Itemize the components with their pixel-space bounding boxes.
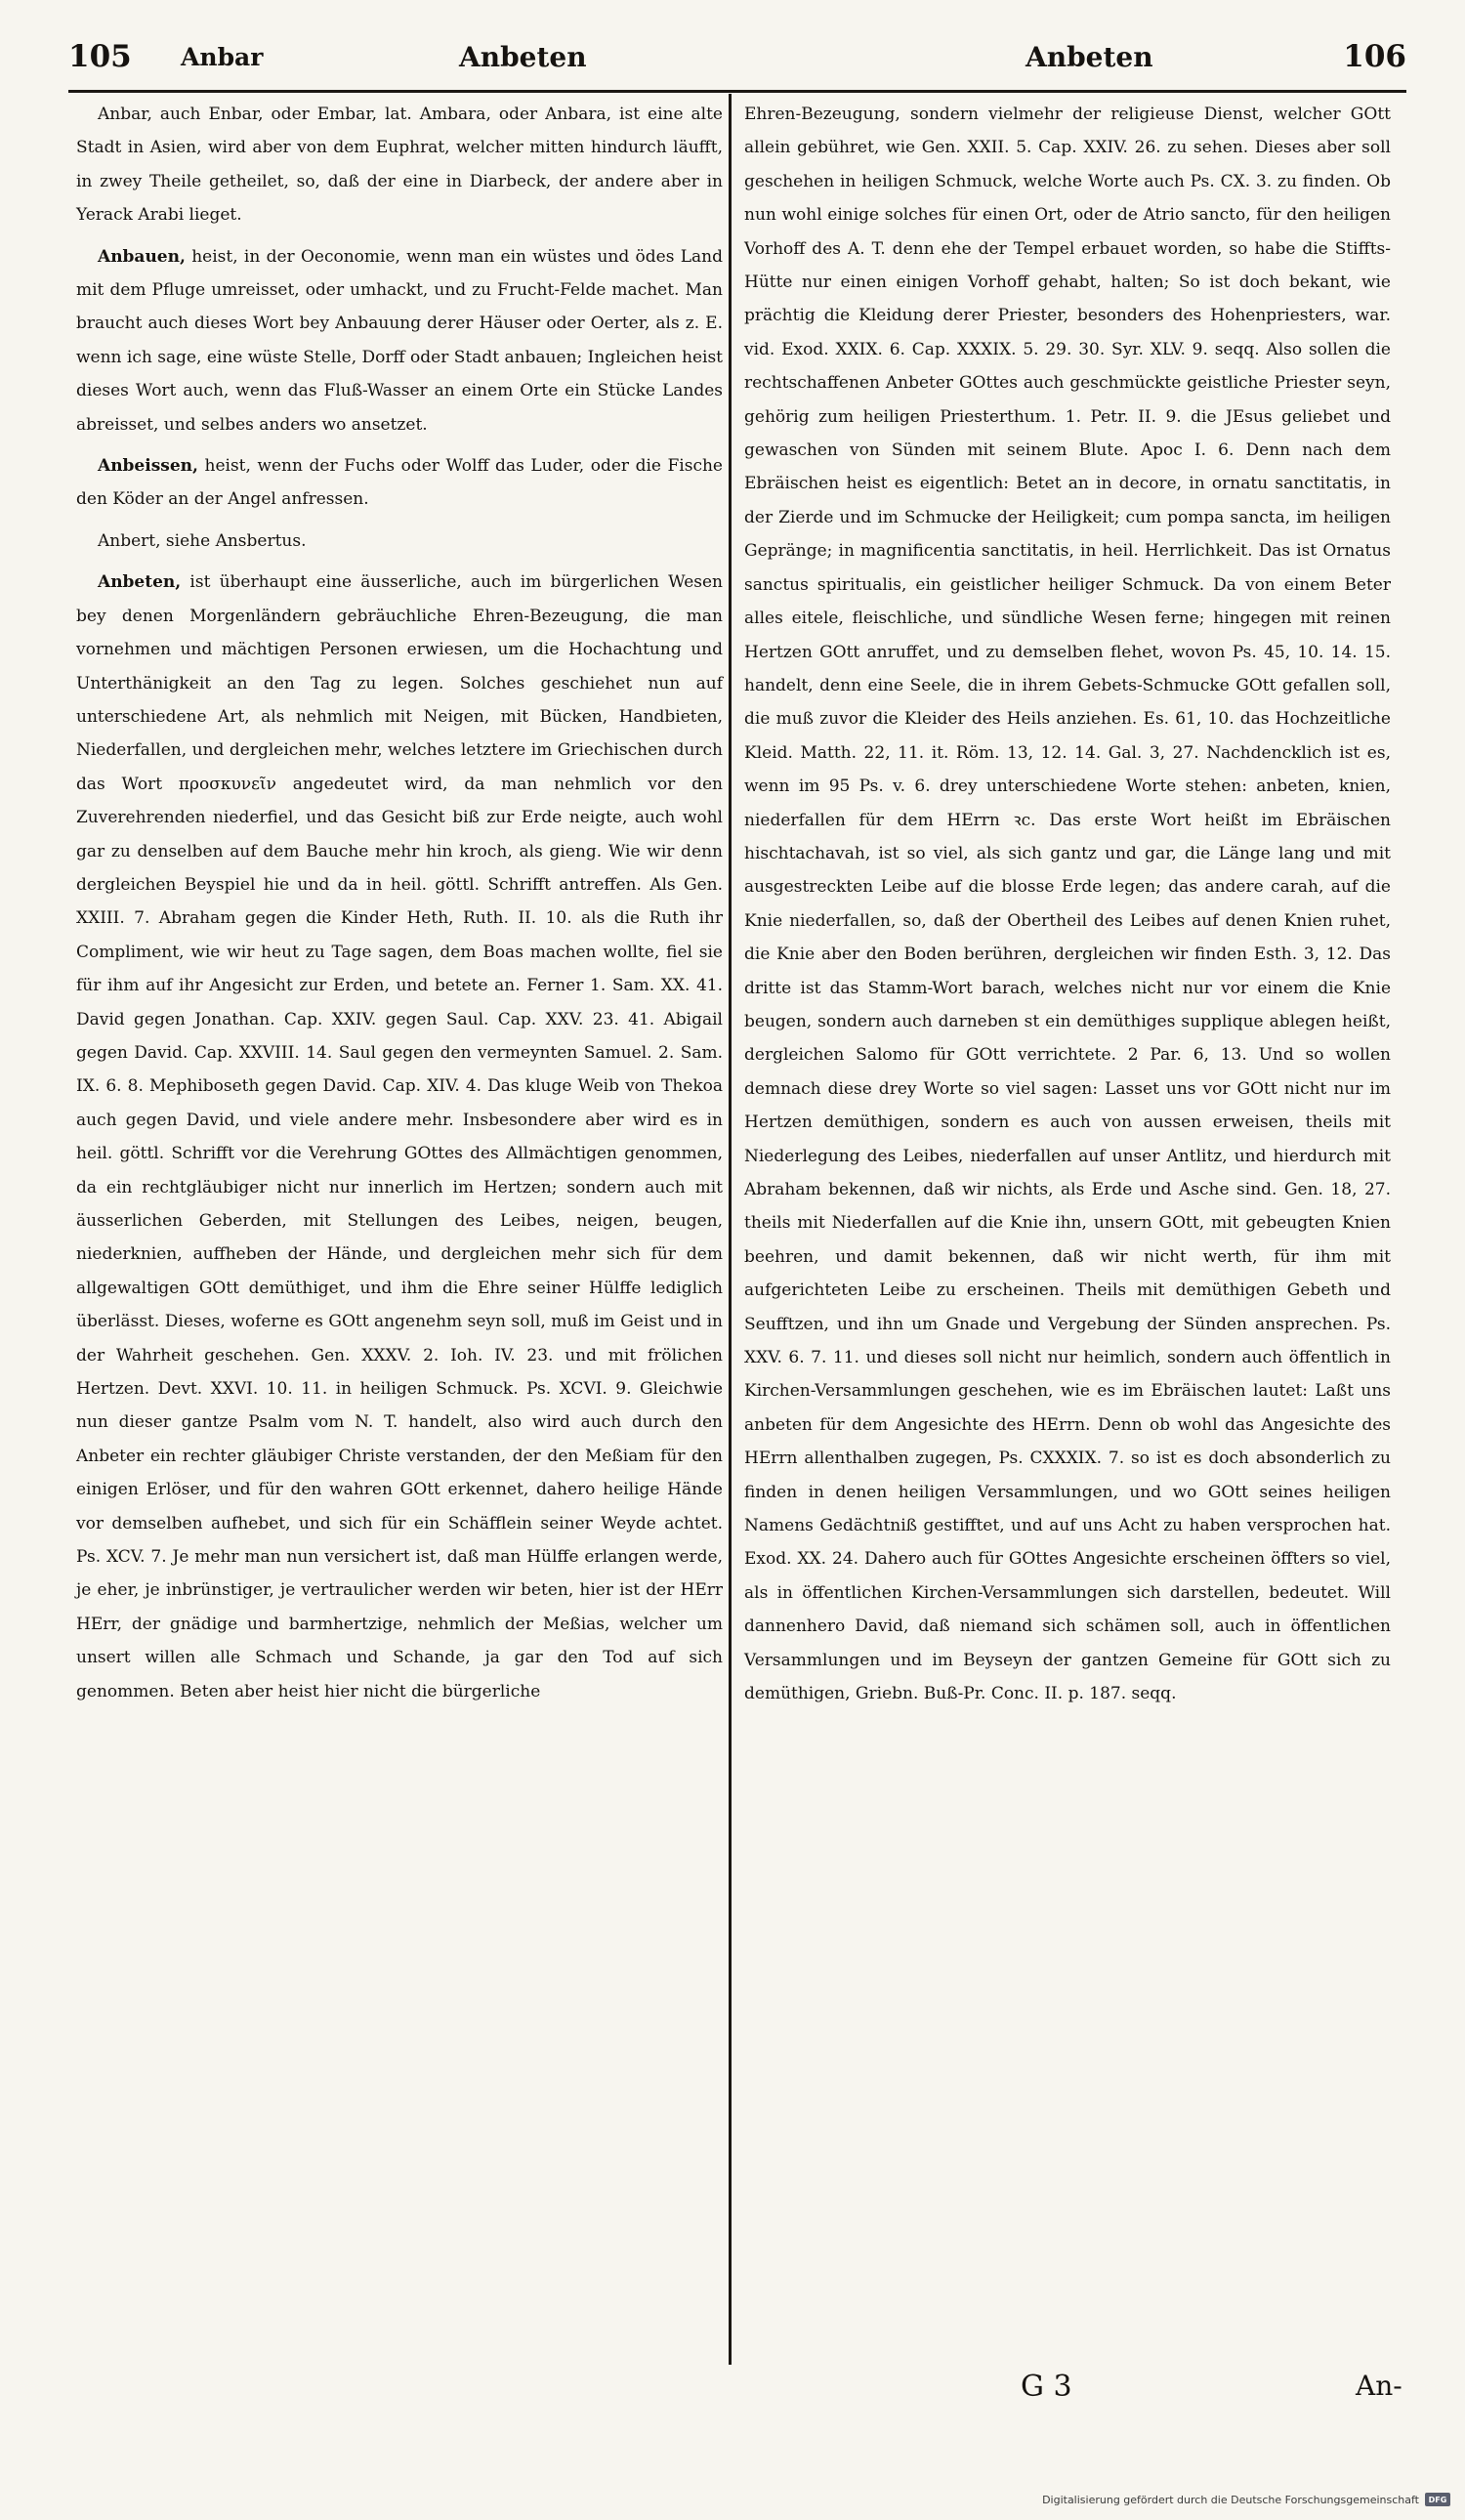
header-rule — [68, 90, 1406, 93]
abbrev-left: Anbar — [181, 43, 264, 71]
running-head — [68, 39, 1406, 84]
entry-headword: Anbeten, — [98, 572, 182, 593]
entry-headword: Anbeissen, — [98, 456, 198, 477]
keyword-right: Anbeten — [1026, 41, 1153, 73]
catchword: An- — [1356, 2370, 1402, 2402]
entry-text: ist überhaupt eine äusserliche, auch im bürgerlichen Wesen bey denen Morgenländern gebräuchliche Ehren-Bezeugung, die man vornehmen und mächtigen Personen erwiesen, um die Hochachtung und Unterthänigkeit an den Tag zu legen. Solches geschiehet nun auf unterschiedene Art, als nehmlich mit Neigen, mit Bücken, Handbieten, Niederfallen, und dergleichen mehr, welches letztere im Griechischen durch das Wort προσκυνεῖν angedeutet wird, da man nehmlich vor den Zuverehrenden niederfiel, und das Gesicht biß zur Erde neigte, auch wohl gar zu denselben auf dem Bauche mehr hin kroch, als gieng. Wie wir denn dergleichen Beyspiel hie und da in heil. göttl. Schrifft antreffen. Als Gen. XXIII. 7. Abraham gegen die Kinder Heth, Ruth. II. 10. als die Ruth ihr Compliment, wie wir heut zu Tage sagen, dem Boas machen wollte, fiel sie für ihm auf ihr Angesicht zur Erden, und betete an. Ferner 1. Sam. XX. 41. David gegen Jonathan. Cap. XXIV. gegen Saul. Cap. XXV. 23. 41. Abigail gegen David. Cap. XXVIII. 14. Saul gegen den vermeynten Samuel. 2. Sam. IX. 6. 8. Mephiboseth gegen David. Cap. XIV. 4. Das kluge Weib von Thekoa auch gegen David, und viele andere mehr. Insbesondere aber wird es in heil. göttl. Schrifft vor die Verehrung GOttes des Allmächtigen genommen, da ein rechtgläubiger nicht nur innerlich im Hertzen; sondern auch mit äusserlichen Geberden, mit Stellungen des Leibes, neigen, beugen, niederknien, auffheben der Hände, und dergleichen mehr sich für dem allgewaltigen GOtt demüthiget, und ihm die Ehre seiner Hülffe lediglich überlässt. Dieses, woferne es GOtt angenehm seyn soll, muß im Geist und in der Wahrheit geschehen. Gen. XXXV. 2. Ioh. IV. 23. und mit frölichen Hertzen. Devt. XXVI. 10. 11. in heiligen Schmuck. Ps. XCVI. 9. Gleichwie nun dieser gantze Psalm vom N. T. handelt, also wird auch durch den Anbeter ein rechter gläubiger Christe verstanden, der den Meßiam für den einigen Erlöser, und für den wahren GOtt erkennet, dahero heilige Hände vor demselben aufhebet, und sich für ein Schäfflein seiner Weyde achtet. Ps. XCV. 7. Je mehr man nun versichert ist, daß man Hülffe erlangen werde, je eher, je inbrünstiger, je vertraulicher werden wir beten, hier ist der HErr HErr, der gnädige und barmhertzige, nehmlich der Meßias, welcher um unsert willen alle Schmach und Schande, ja gar den Tod auf sich genommen. Beten aber heist hier nicht die bürgerliche — [76, 572, 723, 1701]
entry-anbeten — [76, 566, 723, 1708]
entry-text: heist, in der Oeconomie, wenn man ein wüstes und ödes Land mit dem Pfluge umreisset, oder umhackt, und zu Frucht-Felde machet. Man braucht auch dieses Wort bey Anbauung derer Häuser oder Oerter, als z. E. wenn ich sage, eine wüste Stelle, Dorff oder Stadt anbauen; Ingleichen heist dieses Wort auch, wenn das Fluß-Wasser an einem Orte ein Stücke Landes abreisset, und selbes anders wo ansetzet. — [76, 246, 724, 435]
entry-headword: Anbauen, — [98, 246, 186, 267]
credit-text: Digitalisierung gefördert durch die Deutsche Forschungsgemeinschaft — [1042, 2493, 1419, 2506]
entry-anbar — [76, 98, 723, 232]
right-column — [744, 98, 1391, 1719]
entry-anbert — [76, 525, 723, 558]
signature-mark: G 3 — [1021, 2370, 1072, 2404]
entry-anbeissen — [76, 449, 723, 517]
page-number-left: 105 — [68, 39, 132, 74]
digitization-credit — [1035, 2489, 1450, 2510]
entry-text: heist, wenn der Fuchs oder Wolff das Luder, oder die Fische den Köder an der Angel anfressen. — [76, 456, 723, 510]
entry-anbeten-continued — [744, 98, 1391, 1711]
left-column — [76, 98, 723, 1716]
entry-anbauen — [76, 240, 723, 441]
keyword-left: Anbeten — [459, 41, 587, 73]
entry-text: Anbert, siehe Ansbertus. — [98, 530, 307, 551]
entry-text: Anbar, auch Enbar, oder Embar, lat. Ambara, oder Anbara, ist eine alte Stadt in Asien, wird aber von dem Euphrat, welcher mitten hindurch läufft, in zwey Theile getheilet, so, daß der eine in Diarbeck, der andere aber in Yerack Arabi lieget. — [76, 105, 723, 226]
entry-text: Ehren-Bezeugung, sondern vielmehr der religieuse Dienst, welcher GOtt allein gebühret, wie Gen. XXII. 5. Cap. XXIV. 26. zu sehen. Dieses aber soll geschehen in heiligen Schmuck, welche Worte auch Ps. CX. 3. zu finden. Ob nun wohl einige solches für einen Ort, oder de Atrio sancto, für den heiligen Vorhoff des A. T. denn ehe der Tempel erbauet worden, so habe die Stiffts-Hütte nur einen einigen Vorhoff gehabt, halten; So ist doch bekant, wie prächtig die Kleidung derer Priester, besonders des Hohenpriesters, war. vid. Exod. XXIX. 6. Cap. XXXIX. 5. 29. 30. Syr. XLV. 9. seqq. Also sollen die rechtschaffenen Anbeter GOttes auch geschmückte geistliche Priester seyn, gehörig zum heiligen Priesterthum. 1. Petr. II. 9. die JEsus geliebet und gewaschen von Sünden mit seinem Blute. Apoc I. 6. Denn nach dem Ebräischen heist es eigentlich: Betet an in decore, in ornatu sanctitatis, in der Zierde und im Schmucke der Heiligkeit; cum pompa sancta, im heiligen Gepränge; in magnificentia sanctitatis, in heil. Herrlichkeit. Das ist Ornatus sanctus spiritualis, ein geistlicher heiliger Schmuck. Da von einem Beter alles eitele, fleischliche, und sündliche Wesen ferne; hingegen mit reinen Hertzen GOtt anruffet, und zu demselben flehet, wovon Ps. 45, 10. 14. 15. handelt, denn eine Seele, die in ihrem Gebets-Schmucke GOtt gefallen soll, die muß zuvor die Kleider des Heils anziehen. Es. 61, 10. das Hochzeitliche Kleid. Matth. 22, 11. it. Röm. 13, 12. 14. Gal. 3, 27. Nachdencklich ist es, wenn im 95 Ps. v. 6. drey unterschiedene Worte stehen: anbeten, knien, niederfallen für dem HErrn ꝛc. Das erste Wort heißt im Ebräischen hischtachavah, ist so viel, als sich gantz und gar, die Länge lang und mit ausgestreckten Leibe auf die blosse Erde legen; das andere carah, auf die Knie niederfallen, so, daß der Obertheil des Leibes auf denen Knien ruhet, die Knie aber den Boden berühren, dergleichen wir finden Esth. 3, 12. Das dritte ist das Stamm-Wort barach, welches nicht nur vor einem die Knie beugen, sondern auch darneben st ein demüthiges supplique ablegen heißt, dergleichen Salomo für GOtt verrichtete. 2 Par. 6, 13. Und so wollen demnach diese drey Worte so viel sagen: Lasset uns vor GOtt nicht nur im Hertzen demüthigen, sondern es auch von aussen erweisen, theils mit Niederlegung des Leibes, niederfallen auf unser Antlitz, und hierdurch mit Abraham bekennen, daß wir nichts, als Erde und Asche sind. Gen. 18, 27. theils mit Niederfallen auf die Knie ihn, unsern GOtt, mit gebeugten Knien beehren, und damit bekennen, daß wir nicht werth, für ihm mit aufgerichteten Leibe zu erscheinen. Theils mit demüthigen Gebeth und Seufftzen, und ihn um Gnade und Vergebung der Sünden ansprechen. Ps. XXV. 6. 7. 11. und dieses soll nicht nur heimlich, sondern auch öffentlich in Kirchen-Versammlungen geschehen, wie es im Ebräischen lautet: Laßt uns anbeten für dem Angesichte des HErrn. Denn ob wohl das Angesichte des HErrn allenthalben zugegen, Ps. CXXXIX. 7. so ist es doch absonderlich zu finden in denen heiligen Versammlungen, und wo GOtt seines heiligen Namens Gedächtniß gestifftet, und auf uns Acht zu haben versprochen hat. Exod. XX. 24. Dahero auch für GOttes Angesichte erscheinen öffters so viel, als in öffentlichen Kirchen-Versammlungen sich darstellen, bedeutet. Will dannenhero David, daß niemand sich schämen soll, auch in öffentlichen Versammlungen und im Beyseyn der gantzen Gemeine für GOtt sich zu demüthigen, Griebn. Buß-Pr. Conc. II. p. 187. seqq. — [744, 105, 1391, 1704]
page-number-right: 106 — [1343, 39, 1406, 74]
column-divider — [729, 94, 732, 2365]
dfg-logo: DFG — [1425, 2493, 1450, 2506]
